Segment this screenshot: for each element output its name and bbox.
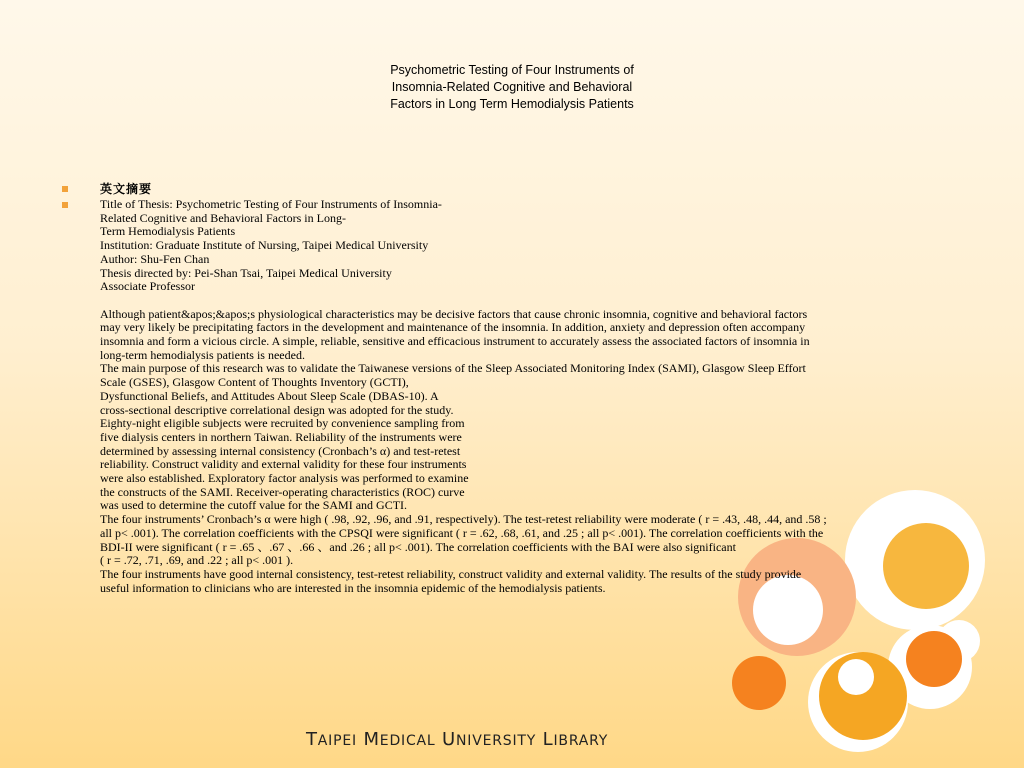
abstract-line: the constructs of the SAMI. Receiver-operating characteristics (ROC) curve [100,484,465,499]
abstract-line: BDI-II were significant ( r = .65 、.67 、.66 、and .26 ; all p< .001). The correlation coefficients with the BAI were also significant [100,539,736,554]
footer-initial: L [542,729,554,750]
bullet-square-icon [62,202,68,208]
decor-circle-white-dot [838,659,874,695]
decor-circle-orange-right [906,631,962,687]
abstract-line: long-term hemodialysis patients is needed. [100,347,305,362]
slide-title [262,62,762,113]
abstract-line: insomnia and form a vicious circle. A simple, reliable, sensitive and efficacious instrument to accurately assess the associated factors of insomnia in [100,334,810,349]
footer-word: EDICAL [379,733,436,749]
abstract-line: all p< .001). The correlation coefficients with the CPSQI were significant ( r = .62, .68, .61, and .25 ; all p< .001). The correlation coefficients with the [100,525,824,540]
title-line: Psychometric Testing of Four Instruments of [390,63,634,77]
section-heading: 英文摘要 [100,182,153,196]
bullet-list [62,182,962,595]
bullet-abstract [62,198,962,595]
title-line: Factors in Long Term Hemodialysis Patients [390,97,634,111]
abstract-line: Scale (GSES), Glasgow Content of Thoughts Inventory (GCTI), [100,375,409,390]
abstract-line: cross-sectional descriptive correlational design was adopted for the study. [100,402,454,417]
abstract-line: may very likely be precipitating factors in the development and maintenance of the insomnia. In addition, anxiety and depression often accompany [100,320,806,335]
abstract-blank-line [100,294,962,308]
abstract-line: were also established. Exploratory factor analysis was performed to examine [100,471,469,486]
footer-initial: M [363,729,380,750]
abstract-line: The four instruments’ Cronbach’s α were high ( .98, .92, .96, and .91, respectively). The test-retest reliability were moderate ( r = .43, .48, .44, and .58 ; [100,512,827,527]
abstract-line: determined by assessing internal consistency (Cronbach’s α) and test-retest [100,443,461,458]
footer-initial: U [442,729,457,750]
abstract-line: ( r = .72, .71, .69, and .22 ; all p< .001 ). [100,553,294,568]
abstract-line: Thesis directed by: Pei-Shan Tsai, Taipei Medical University [100,265,392,280]
abstract-line: Dysfunctional Beliefs, and Attitudes About Sleep Scale (DBAS-10). A [100,388,439,403]
footer-initial: T [306,729,318,750]
bullet-square-icon [62,186,68,192]
abstract-line: useful information to clinicians who are interested in the insomnia epidemic of the hemodialysis patients. [100,580,606,595]
abstract-line: Term Hemodialysis Patients [100,224,236,239]
title-line: Insomnia-Related Cognitive and Behavioral [391,80,633,94]
abstract-line: The four instruments have good internal consistency, test-retest reliability, construct validity and external validity. The results of the study provide [100,566,802,581]
abstract-line: five dialysis centers in northern Taiwan. Reliability of the instruments were [100,429,462,444]
footer-word: AIPEI [317,733,357,749]
abstract-line: Related Cognitive and Behavioral Factors in Long- [100,210,346,225]
abstract-line: Associate Professor [100,279,195,294]
footer-word: IBRARY [553,733,609,749]
abstract-line: Although patient&apos;&apos;s physiological characteristics may be decisive factors that cause chronic insomnia, cognitive and behavioral factors [100,306,808,321]
bullet-heading [62,182,962,198]
abstract-line: reliability. Construct validity and external validity for these four instruments [100,457,467,472]
abstract-line: Author: Shu-Fen Chan [100,251,210,266]
footer-word: NIVERSITY [456,733,537,749]
abstract-line: Title of Thesis: Psychometric Testing of Four Instruments of Insomnia- [100,197,442,211]
abstract-text [100,198,962,595]
decor-circle-orange-left [732,656,786,710]
abstract-line: was used to determine the cutoff value for the SAMI and GCTI. [100,498,408,513]
abstract-line: Institution: Graduate Institute of Nursing, Taipei Medical University [100,238,429,253]
library-footer [306,729,726,750]
abstract-line: Eighty-night eligible subjects were recruited by convenience sampling from [100,416,465,431]
abstract-line: The main purpose of this research was to validate the Taiwanese versions of the Sleep Associated Monitoring Index (SAMI), Glasgow Sleep Effort [100,361,806,376]
